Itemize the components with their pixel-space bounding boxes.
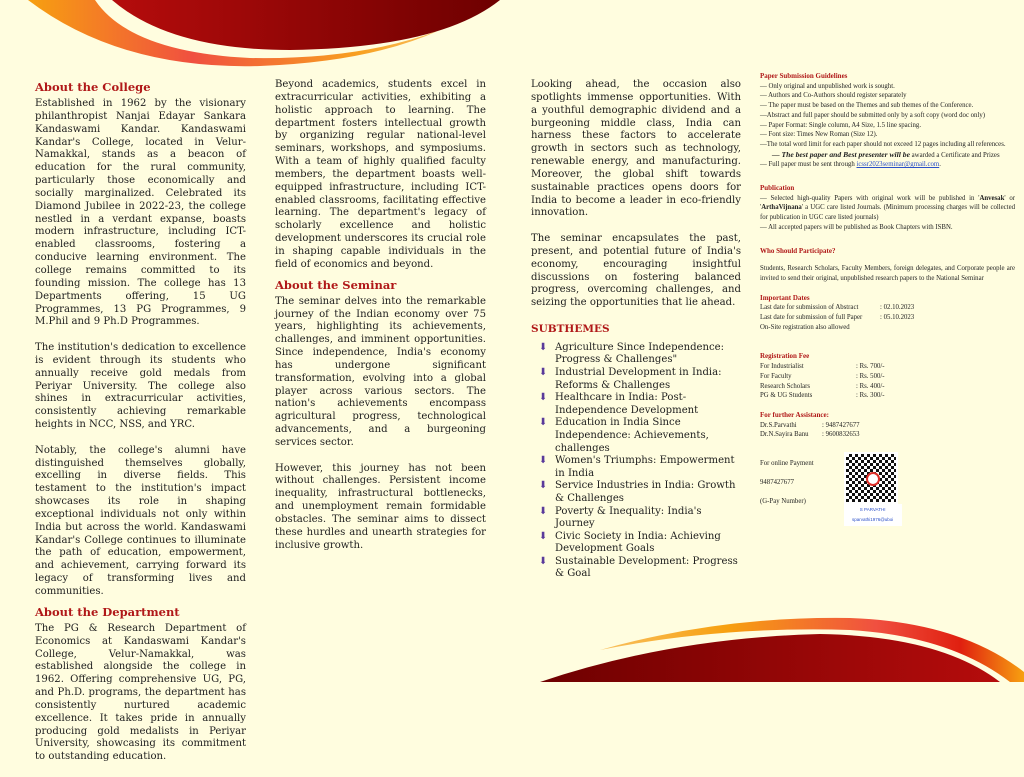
arrow-down-bullet-icon: ⬇: [539, 417, 548, 429]
bottom-banner-decoration: [520, 612, 1024, 682]
arrow-down-bullet-icon: ⬇: [539, 555, 548, 567]
guidelines-heading: Paper Submission Guidelines: [760, 72, 848, 80]
about-seminar-heading: About the Seminar: [275, 277, 397, 292]
guideline-item: — Font size: Times New Roman (Size 12).: [760, 131, 878, 139]
list-item: ⬇ Industrial Development in India: Reforms & Challenges: [539, 366, 722, 391]
contact-row: Dr.N.Sayira Banu : 9600832653: [760, 431, 860, 439]
payment-number: 9487427677: [760, 479, 794, 487]
arrow-down-bullet-icon: ⬇: [539, 505, 548, 517]
about-seminar-paragraph: Looking ahead, the occasion also spotlights immense opportunities. With a youthful demographic dividend and a burgeoning middle class, India can harness these factors to accelerate growth in sectors such as technology, renewable energy, and manufacturing. Moreover, the global shift towards sustainable practices opens doors for India to become a leader in eco-friendly innovation.: [531, 79, 741, 219]
fee-row: For Industrialist : Rs. 700/-: [760, 363, 885, 371]
list-item: ⬇ Sustainable Development: Progress & Goal: [539, 555, 738, 580]
arrow-down-bullet-icon: ⬇: [539, 530, 548, 542]
list-item: ⬇ Poverty & Inequality: India's Journey: [539, 505, 702, 530]
fee-row: PG & UG Students : Rs. 300/-: [760, 392, 885, 400]
about-seminar-paragraph: However, this journey has not been without challenges. Persistent income inequality, infrastructural bottlenecks, and unemployment remain formidable obstacles. The seminar aims to dissect these hurdles and unearth strategies for inclusive growth.: [275, 462, 486, 551]
arrow-down-bullet-icon: ⬇: [539, 392, 548, 404]
list-item: ⬇ Women's Triumphs: Empowerment in India: [539, 455, 735, 479]
guideline-item: —The total word limit for each paper should not exceed 12 pages including all references.: [760, 140, 1006, 148]
qr-caption: S PARVATHI sparvathi1976@uboi: [844, 504, 902, 525]
fee-row: For Faculty : Rs. 500/-: [760, 372, 885, 380]
guideline-item: — Paper Format: Single column, A4 Size, 1.5 line spacing.: [760, 121, 922, 129]
list-item: ⬇ Education in India Since Independence: Achievements, challenges: [539, 417, 709, 454]
list-item: ⬇ Healthcare in India: Post-Independence Development: [539, 392, 699, 416]
dates-heading: Important Dates: [760, 293, 810, 302]
about-college-paragraph: Established in 1962 by the visionary philanthropist Nanjai Edayar Sankara Kandaswami Kandar. Kandaswami Kandar's College, located in Velur-Namakkal, stands as a beacon of education for the rural community, particularly those economically and socially marginalized. Celebrated its Diamond Jubilee in 2022-23, the college nestled in a verdant expanse, boasts modern infrastructure, including ICT-enabled classrooms, fostering a conducive learning environment. The college remains committed to its founding mission. The college has 13 Departments offering, 15 UG Programmes, 13 PG Programmes, 9 M.Phil and 9 Ph.D Programmes.: [35, 98, 246, 328]
participate-heading: Who Should Participate?: [760, 246, 836, 255]
guideline-item: — Only original and unpublished work is sought.: [760, 82, 895, 90]
dates-note: On-Site registration also allowed: [760, 323, 850, 331]
fee-row: Research Scholars : Rs. 400/-: [760, 382, 885, 390]
payment-note: (G-Pay Number): [760, 498, 806, 506]
assistance-heading: For further Assistance:: [760, 410, 829, 419]
date-row: Last date for submission of full Paper : 05.10.2023: [760, 314, 915, 322]
guideline-item: —Abstract and full paper should be submitted only by a soft copy (word doc only): [760, 111, 986, 119]
participate-text: Students, Research Scholars, Faculty Members, foreign delegates, and Corporate people are invited to send their original, unpublished research papers to the National Seminar: [760, 265, 1015, 282]
upi-logo-icon: [866, 472, 880, 486]
subthemes-list: [539, 342, 741, 581]
about-department-paragraph: Beyond academics, students excel in extracurricular activities, exhibiting a holistic approach to learning. The department fosters intellectual growth by organizing regular national-level seminars, workshops, and symposiums. With a team of highly qualified faculty members, the department boasts well-equipped infrastructure, including ICT-enabled classrooms, facilitating effective learning. The department's legacy of scholarly excellence and holistic development underscores its crucial role in shaping capable individuals in the field of economics and beyond.: [275, 79, 486, 270]
arrow-down-bullet-icon: ⬇: [539, 341, 548, 353]
arrow-down-bullet-icon: ⬇: [539, 455, 548, 467]
fees-heading: Registration Fee: [760, 352, 810, 361]
payment-qr-code[interactable]: [844, 452, 898, 504]
date-row: Last date for submission of Abstract : 02.10.2023: [760, 304, 915, 312]
column-college: [35, 80, 246, 777]
guideline-item: — The paper must be based on the Themes and sub themes of the Conference.: [760, 102, 974, 110]
column-seminar: [531, 79, 741, 581]
publication-text: — All accepted papers will be published as Book Chapters with ISBN.: [760, 223, 953, 231]
about-college-paragraph: The institution's dedication to excellence is evident through its students who annually receive gold medals from Periyar University. The college also shines in extracurricular activities, consistently achieving remarkable heights in NCC, NSS, and YRC.: [35, 341, 246, 431]
contact-row: Dr.S.Parvathi : 9487427677: [760, 421, 860, 429]
list-item: ⬇ Civic Society in India: Achieving Development Goals: [539, 530, 721, 555]
arrow-down-bullet-icon: ⬇: [539, 366, 548, 378]
payment-section: [760, 452, 1015, 525]
about-seminar-paragraph: The seminar encapsulates the past, present, and potential future of India's economy, encouraging insightful discussions on fostering balanced progress, overcoming challenges, and seizing the opportunities that lie ahead.: [531, 233, 741, 309]
guideline-best-paper: — The best paper and Best presenter will be awarded a Certificate and Prizes: [772, 149, 1000, 159]
payment-label: For online Payment: [760, 460, 814, 468]
list-item: ⬇ Service Industries in India: Growth & Challenges: [539, 480, 736, 504]
arrow-down-bullet-icon: ⬇: [539, 480, 548, 492]
about-seminar-paragraph: The seminar delves into the remarkable journey of the Indian economy over 75 years, highlighting its achievements, challenges, and imminent opportunities. Since independence, India's economy has undergone significant transformation, evolving into a global player across various sectors. The nation's achievements encompass agricultural progress, technological advancements, and a burgeoning services sector.: [275, 295, 486, 448]
about-college-paragraph: Notably, the college's alumni have distinguished themselves globally, excelling in diverse fields. This testament to the institution's impact showcases its role in shaping exceptional individuals not only within India but across the world. Kandaswami Kandar's College continues to illuminate the path of education, empowerment, and achievement, carrying forward its legacy of transforming lives and communities.: [35, 444, 246, 597]
about-college-heading: About the College: [35, 80, 151, 94]
email-link[interactable]: icssr2023seminar@gmail.com: [856, 161, 940, 169]
column-details: [760, 72, 1015, 526]
guideline-email: — Full paper must be sent through icssr2023seminar@gmail.com.: [760, 161, 941, 169]
about-department-heading: About the Department: [35, 604, 180, 619]
column-department: [275, 0, 486, 565]
guideline-item: — Authors and Co-Authors should register separately: [760, 92, 907, 100]
publication-heading: Publication: [760, 184, 795, 193]
publication-text: — Selected high-quality Papers with original work will be published in 'Anvesak' or 'ArthaVijnana' a UGC care listed Journals. (Minimum processing charges will be collected for publication in UGC care listed journals): [760, 194, 1016, 222]
subthemes-heading: SUBTHEMES: [531, 322, 610, 335]
list-item: ⬇ Agriculture Since Independence: Progress & Challenges": [539, 341, 725, 366]
about-department-paragraph: The PG & Research Department of Economics at Kandaswami Kandar's College, Velur-Namakkal, was established alongside the college in 1962. Offering comprehensive UG, PG, and Ph.D. programs, the department has consistently nurtured academic excellence. It takes pride in annually producing gold medalists in Periyar University, showcasing its commitment to outstanding education.: [35, 622, 246, 763]
